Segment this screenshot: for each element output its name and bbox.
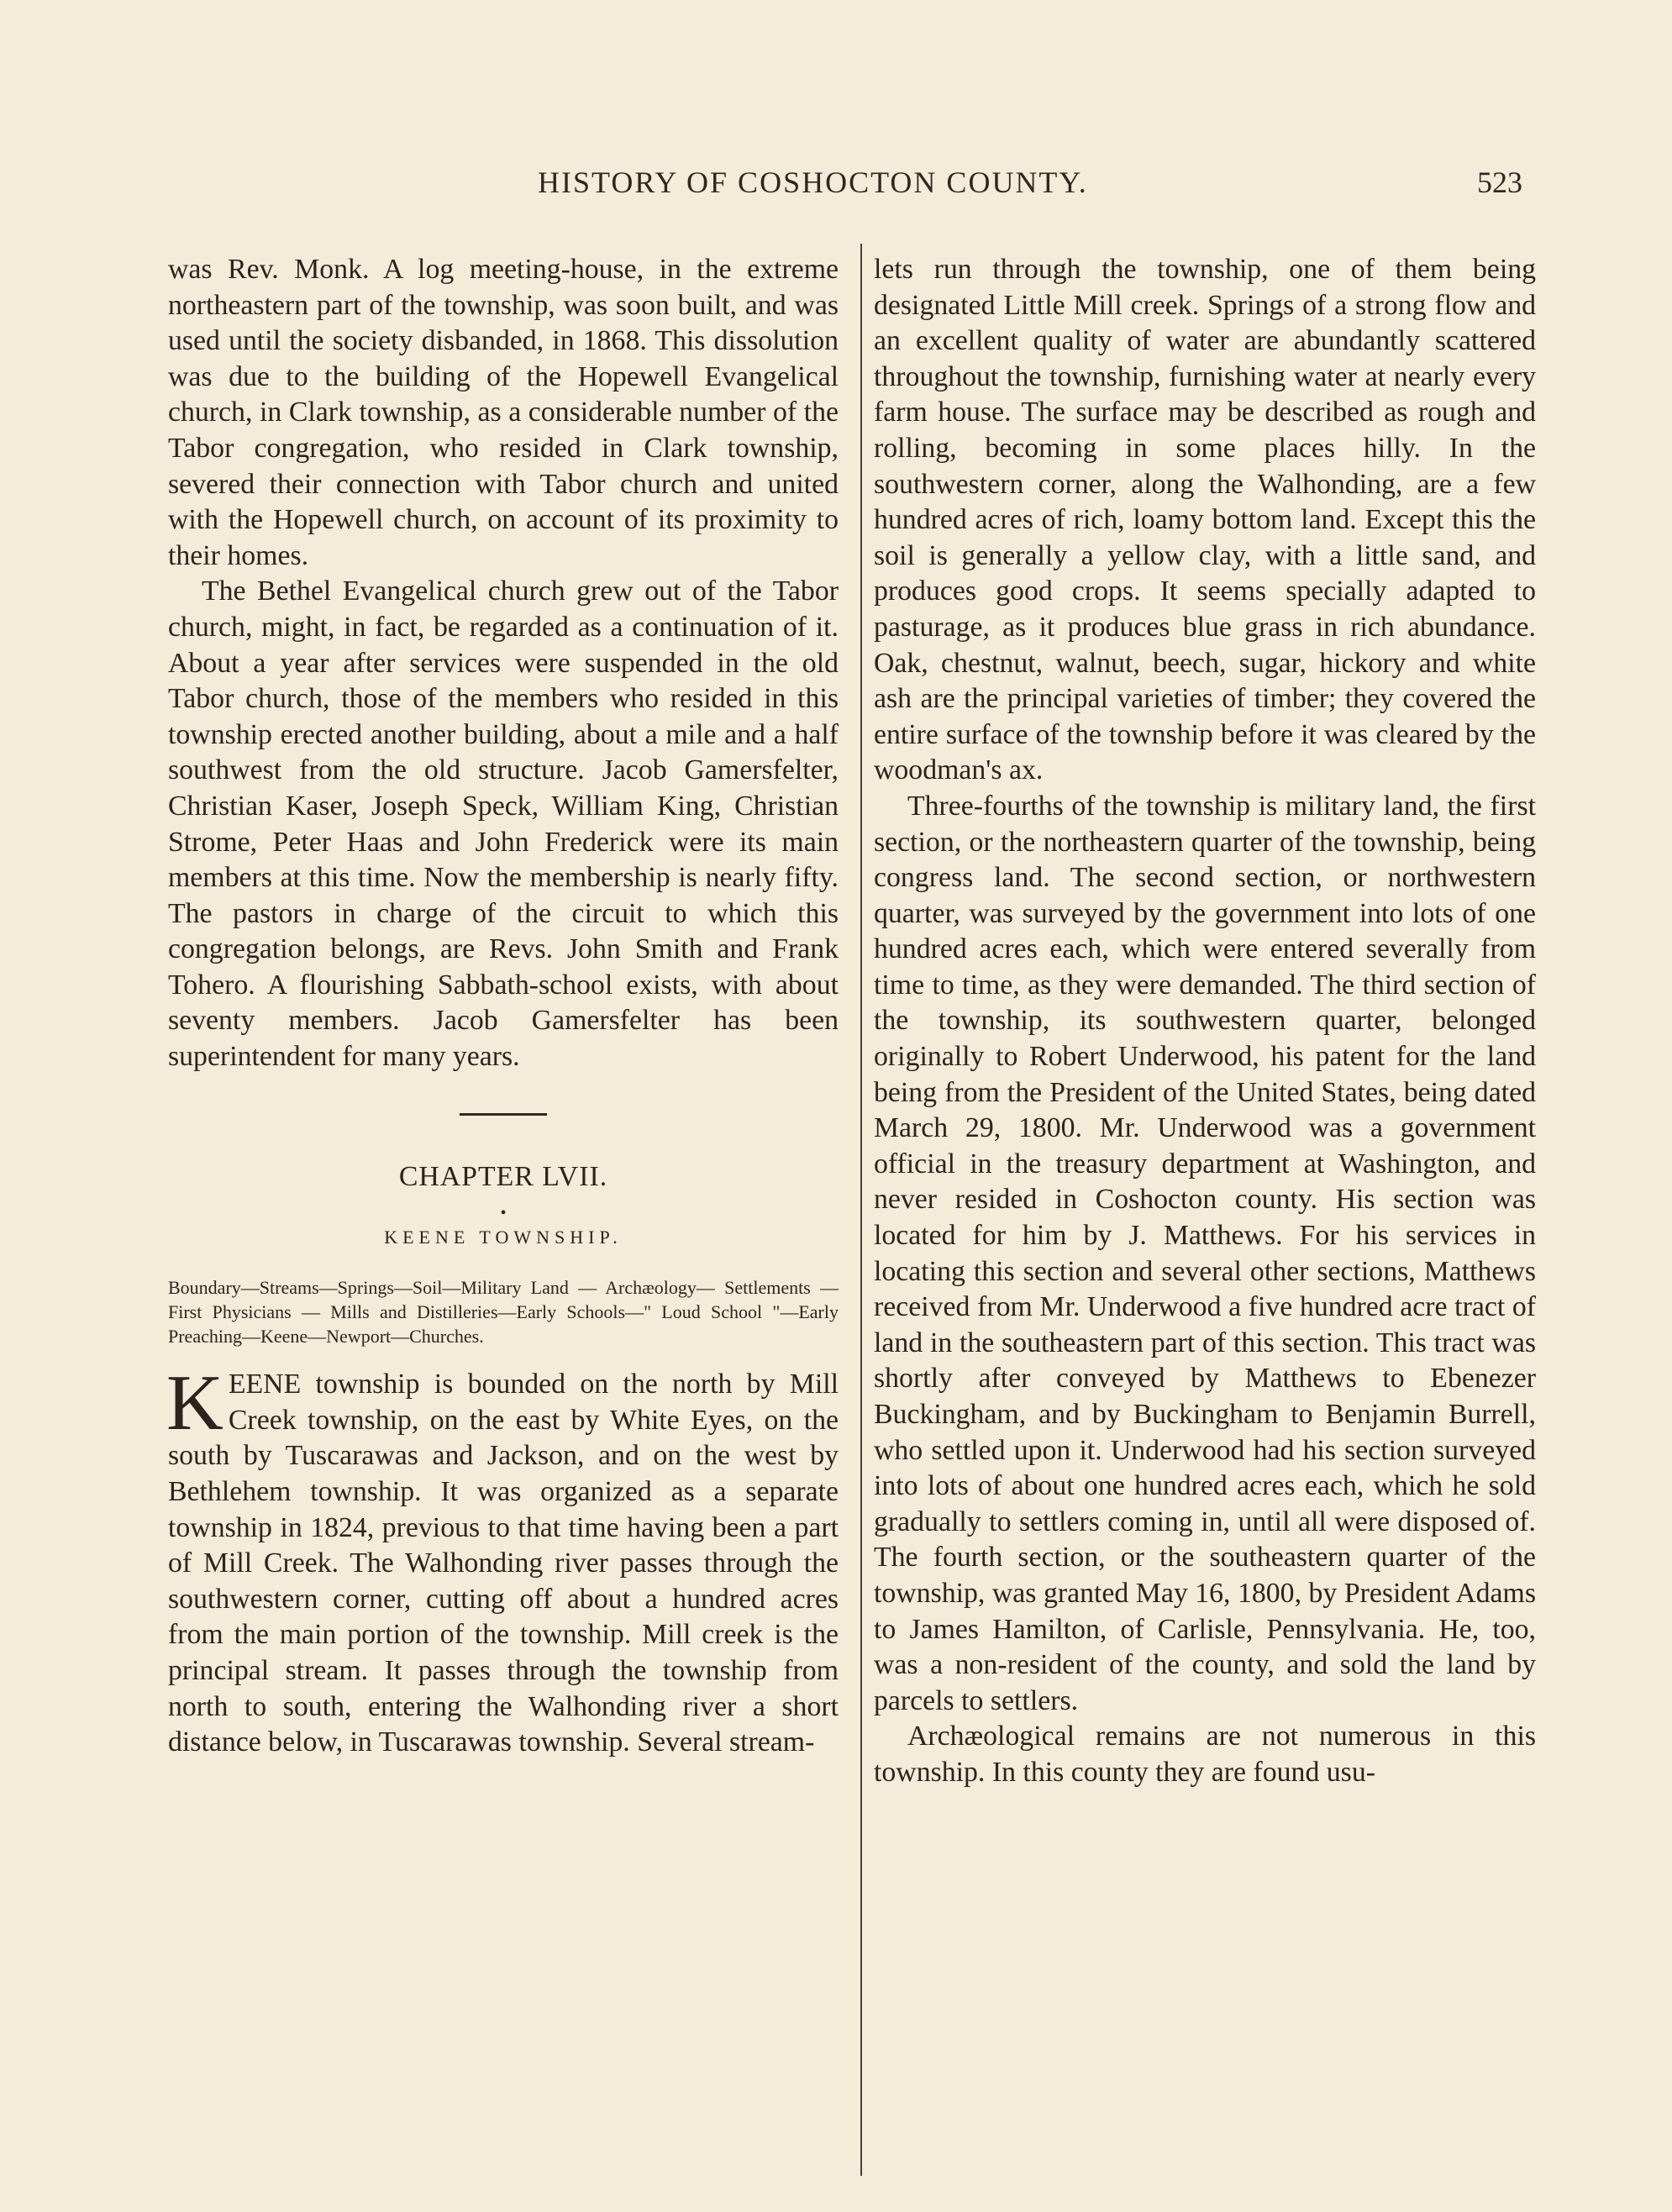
column-divider (860, 244, 862, 2176)
drop-cap-letter: K (166, 1359, 223, 1448)
section-title: KEENE TOWNSHIP. (384, 1227, 623, 1248)
chapter-synopsis: Boundary—Streams—Springs—Soil—Military Land — Archæology— Settlements — First Physicians — Mills and Distilleries—Early Schools—" Loud School "—Early Preaching—Keene—Newport—Churches. (168, 1277, 839, 1348)
paragraph-tabor-church: was Rev. Monk. A log meeting-house, in the extreme northeastern part of the township, was soon built, and was used until the society disbanded, in 1868. This dissolution was due to the building of the Hopewell Evangelical church, in Clark township, as a considerable number of the Tabor congregation, who resided in Clark township, severed their connection with Tabor church and united with the Hopewell church, on account of its proximity to their homes. (168, 254, 839, 571)
chapter-title: CHAPTER LVII. (398, 1160, 608, 1192)
paragraph-streams-soil: lets run through the township, one of them being designated Little Mill creek. Springs of a strong flow and an excellent quality of water are abundantly scattered throughout the township, furnishing water at nearly every farm house. The surface may be described as rough and rolling, becoming in some places hilly. In the southwestern corner, along the Walhonding, are a few hundred acres of rich, loamy bottom land. Except this the soil is generally a yellow clay, with a little sand, and produces good crops. It seems specially adapted to pasturage, as it produces blue grass in rich abundance. Oak, chestnut, walnut, beech, sugar, hickory and white ash are the principal varieties of timber; they covered the entire surface of the township before it was cleared by the woodman's ax. (874, 254, 1536, 786)
left-column (168, 252, 839, 1761)
paragraph-keene-boundary (166, 1359, 839, 1761)
section-divider-rule (460, 1113, 547, 1116)
paragraph-bethel-church: The Bethel Evangelical church grew out of the Tabor church, might, in fact, be regarded as a continuation of it. About a year after services were suspended in the old Tabor church, those of the members who resided in this township erected another building, about a mile and a half southwest from the old structure. Jacob Gamersfelter, Christian Kaser, Joseph Speck, William King, Christian Strome, Peter Haas and John Frederick were its main members at this time. Now the membership is nearly fifty. The pastors in charge of the circuit to which this congregation belongs, are Revs. John Smith and Frank Tohero. A flourishing Sabbath-school exists, with about seventy members. Jacob Gamersfelter has been superintendent for many years. (168, 575, 839, 1073)
paragraph-archaeology: Archæological remains are not numerous in this township. In this county they are found usu- (874, 1721, 1536, 1788)
ornament-bullet: • (500, 1204, 507, 1223)
paragraph-keene-boundary-text: EENE township is bounded on the north by Mill Creek township, on the east by White Eyes, on the south by Tuscarawas and Jackson, and on the west by Bethlehem township. It was organized as a separate township in 1824, previous to that time having been a part of Mill Creek. The Walhonding river passes through the southwestern corner, cutting off about a hundred acres from the main portion of the township. Mill creek is the principal stream. It passes through the township from north to south, entering the Walhonding river a short distance below, in Tuscarawas township. Several stream- (168, 1369, 839, 1758)
paragraph-military-land: Three-fourths of the township is military land, the first section, or the northeastern quarter of the township, being congress land. The second section, or northwestern quarter, was surveyed by the government into lots of one hundred acres each, which were entered severally from time to time, as they were demanded. The third section of the township, its southwestern quarter, belonged originally to Robert Underwood, his patent for the land being from the President of the United States, being dated March 29, 1800. Mr. Underwood was a government official in the treasury department at Washington, and never resided in Coshocton county. His section was located for him by J. Matthews. For his services in locating this section and several other sections, Matthews received from Mr. Underwood a five hundred acre tract of land in the southeastern part of this section. This tract was shortly after conveyed by Matthews to Ebenezer Buckingham, and by Buckingham to Benjamin Burrell, who settled upon it. Underwood had his section surveyed into lots of about one hundred acres each, which he sold gradually to settlers coming in, until all were disposed of. The fourth section, or the southeastern quarter of the township, was granted May 16, 1800, by President Adams to James Hamilton, of Carlisle, Pennsylvania. He, too, was a non-resident of the county, and sold the land by parcels to settlers. (874, 790, 1536, 1716)
right-column (874, 252, 1536, 1791)
page-number: 523 (1477, 166, 1522, 199)
running-header-title: HISTORY OF COSHOCTON COUNTY. (538, 166, 1088, 199)
